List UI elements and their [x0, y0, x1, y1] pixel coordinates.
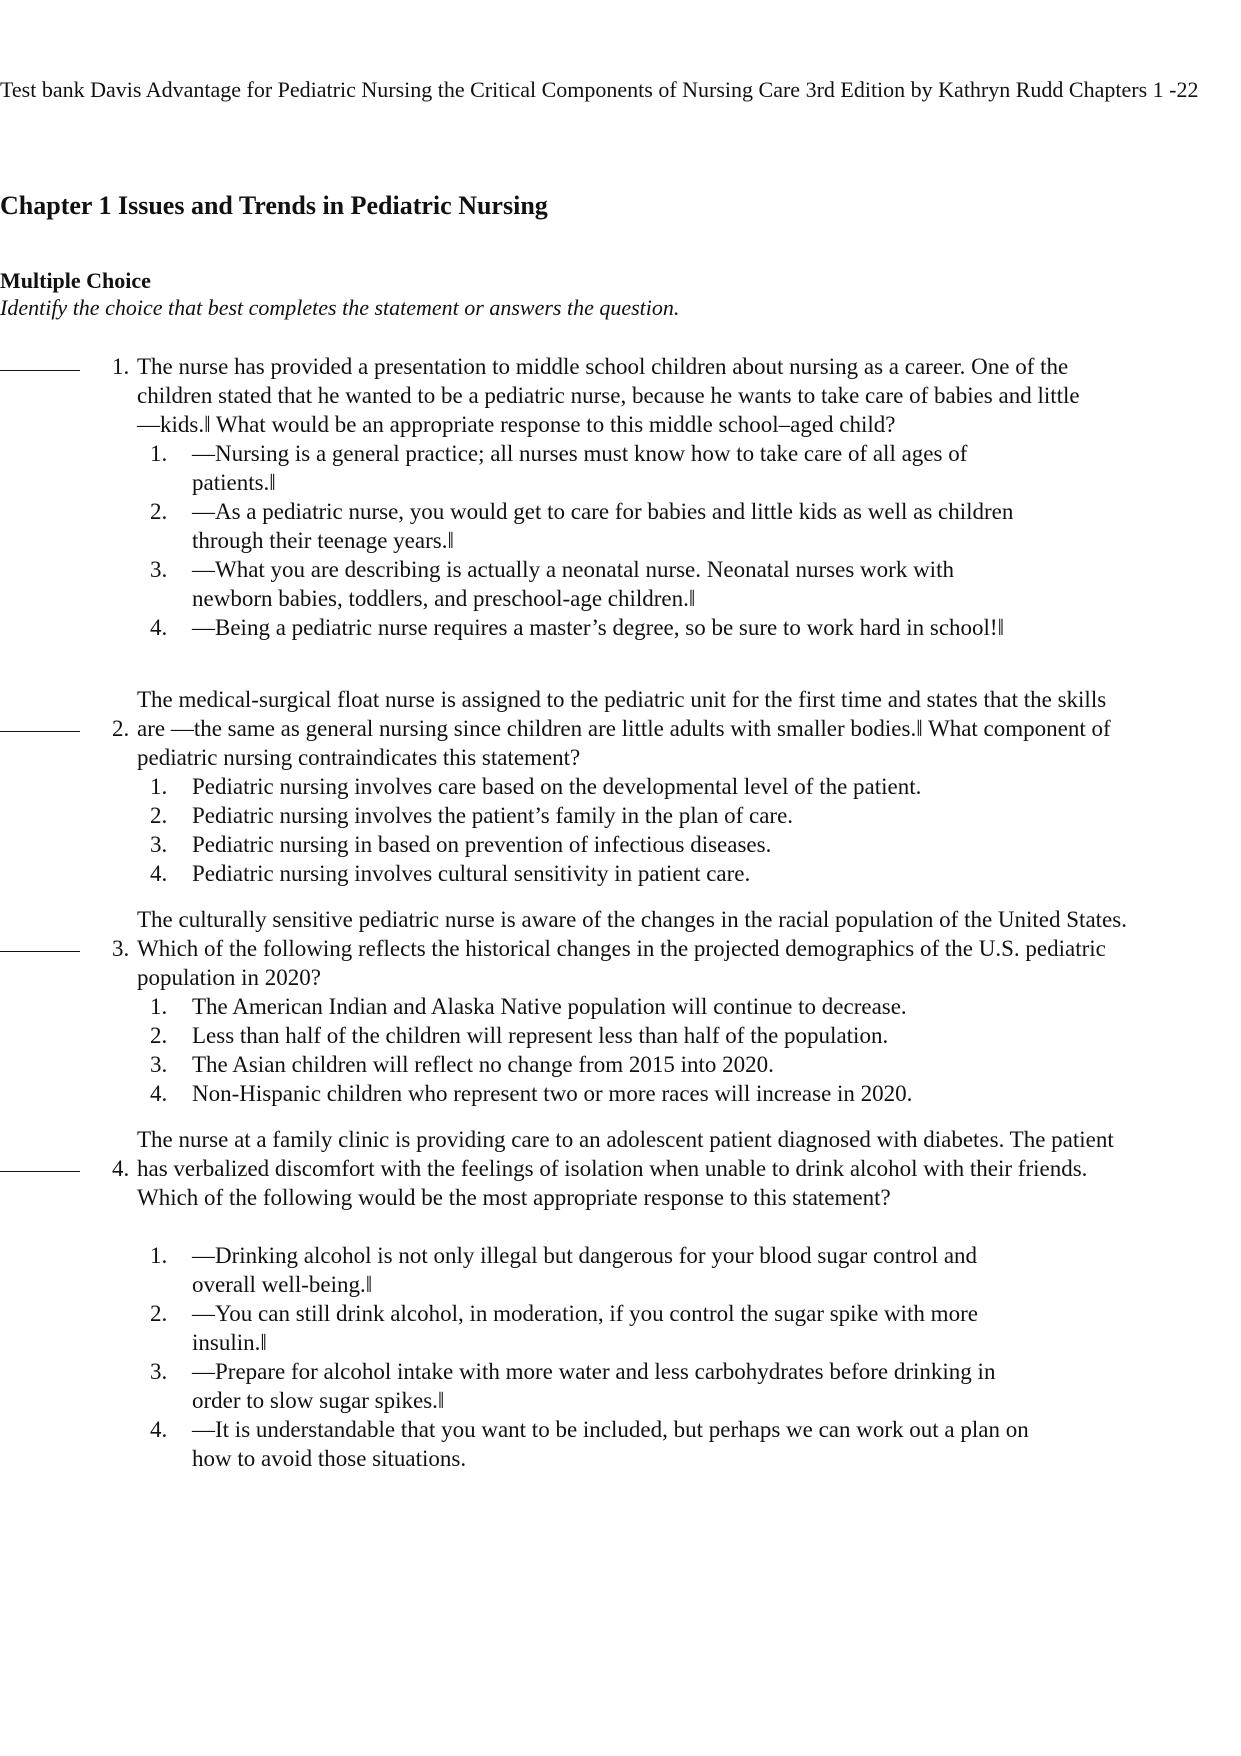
- question-number: 1.: [112, 354, 130, 379]
- option-number: 4.: [150, 615, 168, 640]
- answer-option[interactable]: [0, 859, 1241, 888]
- option-text: ―It is understandable that you want to be included, but perhaps we can work out a plan on how to avoid those situations.: [192, 1417, 1029, 1471]
- answer-option[interactable]: [0, 555, 1241, 613]
- answer-option[interactable]: [0, 830, 1241, 859]
- answer-option[interactable]: [0, 1415, 1241, 1473]
- option-number: 4.: [150, 1417, 168, 1442]
- option-text: ―You can still drink alcohol, in moderation, if you control the sugar spike with more insulin.‖: [192, 1301, 978, 1355]
- option-number: 1.: [150, 774, 168, 799]
- answer-option[interactable]: [0, 1050, 1241, 1079]
- option-text: Pediatric nursing involves care based on the developmental level of the patient.: [192, 774, 922, 799]
- answer-option[interactable]: [0, 1021, 1241, 1050]
- chapter-title: Chapter 1 Issues and Trends in Pediatric Nursing: [0, 191, 548, 220]
- answer-blank[interactable]: [0, 370, 80, 371]
- answer-option[interactable]: [0, 1299, 1241, 1357]
- option-number: 2.: [150, 803, 168, 828]
- answer-option[interactable]: [0, 439, 1241, 497]
- option-number: 2.: [150, 1023, 168, 1048]
- answer-options: [0, 992, 1241, 1108]
- answer-option[interactable]: [0, 801, 1241, 830]
- question-stem: The culturally sensitive pediatric nurse is aware of the changes in the racial population of the United States. Which of the following reflects the historical changes in the projected demographics of the U.S. pediatric population in 2020?: [137, 907, 1127, 990]
- answer-option[interactable]: [0, 772, 1241, 801]
- option-number: 3.: [150, 1359, 168, 1384]
- option-number: 2.: [150, 499, 168, 524]
- option-text: Pediatric nursing involves cultural sensitivity in patient care.: [192, 861, 751, 886]
- section-instructions: Identify the choice that best completes the statement or answers the question.: [0, 295, 680, 320]
- option-number: 2.: [150, 1301, 168, 1326]
- option-number: 1.: [150, 441, 168, 466]
- answer-option[interactable]: [0, 992, 1241, 1021]
- option-number: 1.: [150, 1243, 168, 1268]
- option-number: 4.: [150, 1081, 168, 1106]
- option-text: Non-Hispanic children who represent two or more races will increase in 2020.: [192, 1081, 913, 1106]
- option-number: 3.: [150, 832, 168, 857]
- answer-options: [0, 772, 1241, 888]
- option-text: Pediatric nursing in based on prevention of infectious diseases.: [192, 832, 772, 857]
- answer-option[interactable]: [0, 613, 1241, 642]
- option-text: ―Being a pediatric nurse requires a master’s degree, so be sure to work hard in school!‖: [192, 615, 1005, 640]
- option-text: ―What you are describing is actually a neonatal nurse. Neonatal nurses work with newborn babies, toddlers, and preschool-age children.‖: [192, 557, 954, 611]
- option-number: 3.: [150, 1052, 168, 1077]
- question-stem: The nurse has provided a presentation to middle school children about nursing as a career. One of the children stated that he wanted to be a pediatric nurse, because he wants to take care of babies and little ―kids.‖ What would be an appropriate response to this middle school–aged child?: [137, 354, 1080, 437]
- question-number: 3.: [112, 936, 130, 961]
- option-text: Less than half of the children will represent less than half of the population.: [192, 1023, 889, 1048]
- question-stem: The nurse at a family clinic is providing care to an adolescent patient diagnosed with diabetes. The patient has verbalized discomfort with the feelings of isolation when unable to drink alcohol with their friends. Which of the following would be the most appropriate response to this statement?: [137, 1127, 1114, 1210]
- option-text: ―Drinking alcohol is not only illegal but dangerous for your blood sugar control and overall well-being.‖: [192, 1243, 978, 1297]
- answer-option[interactable]: [0, 1241, 1241, 1299]
- question-number: 4.: [112, 1156, 130, 1181]
- answer-option[interactable]: [0, 1079, 1241, 1108]
- question-number: 2.: [112, 716, 130, 741]
- option-number: 3.: [150, 557, 168, 582]
- option-text: ―Prepare for alcohol intake with more water and less carbohydrates before drinking in order to slow sugar spikes.‖: [192, 1359, 996, 1413]
- answer-option[interactable]: [0, 1357, 1241, 1415]
- answer-option[interactable]: [0, 497, 1241, 555]
- option-text: ―As a pediatric nurse, you would get to care for babies and little kids as well as children through their teenage years.‖: [192, 499, 1014, 553]
- section-title: Multiple Choice: [0, 268, 151, 293]
- option-number: 4.: [150, 861, 168, 886]
- answer-blank[interactable]: [0, 731, 80, 732]
- answer-blank[interactable]: [0, 951, 80, 952]
- option-text: Pediatric nursing involves the patient’s family in the plan of care.: [192, 803, 794, 828]
- answer-blank[interactable]: [0, 1171, 80, 1172]
- answer-options: [0, 1241, 1241, 1473]
- option-text: The Asian children will reflect no change from 2015 into 2020.: [192, 1052, 774, 1077]
- answer-options: [0, 439, 1241, 642]
- option-number: 1.: [150, 994, 168, 1019]
- question-stem: The medical-surgical float nurse is assigned to the pediatric unit for the first time and states that the skills are ―the same as general nursing since children are little adults with smaller bodies.‖ What component of pediatric nursing contraindicates this statement?: [137, 687, 1111, 770]
- document-header: Test bank Davis Advantage for Pediatric Nursing the Critical Components of Nursing Care 3rd Edition by Kathryn Rudd Chapters 1 -22: [0, 77, 1199, 102]
- option-text: ―Nursing is a general practice; all nurses must know how to take care of all ages of patients.‖: [192, 441, 968, 495]
- option-text: The American Indian and Alaska Native population will continue to decrease.: [192, 994, 907, 1019]
